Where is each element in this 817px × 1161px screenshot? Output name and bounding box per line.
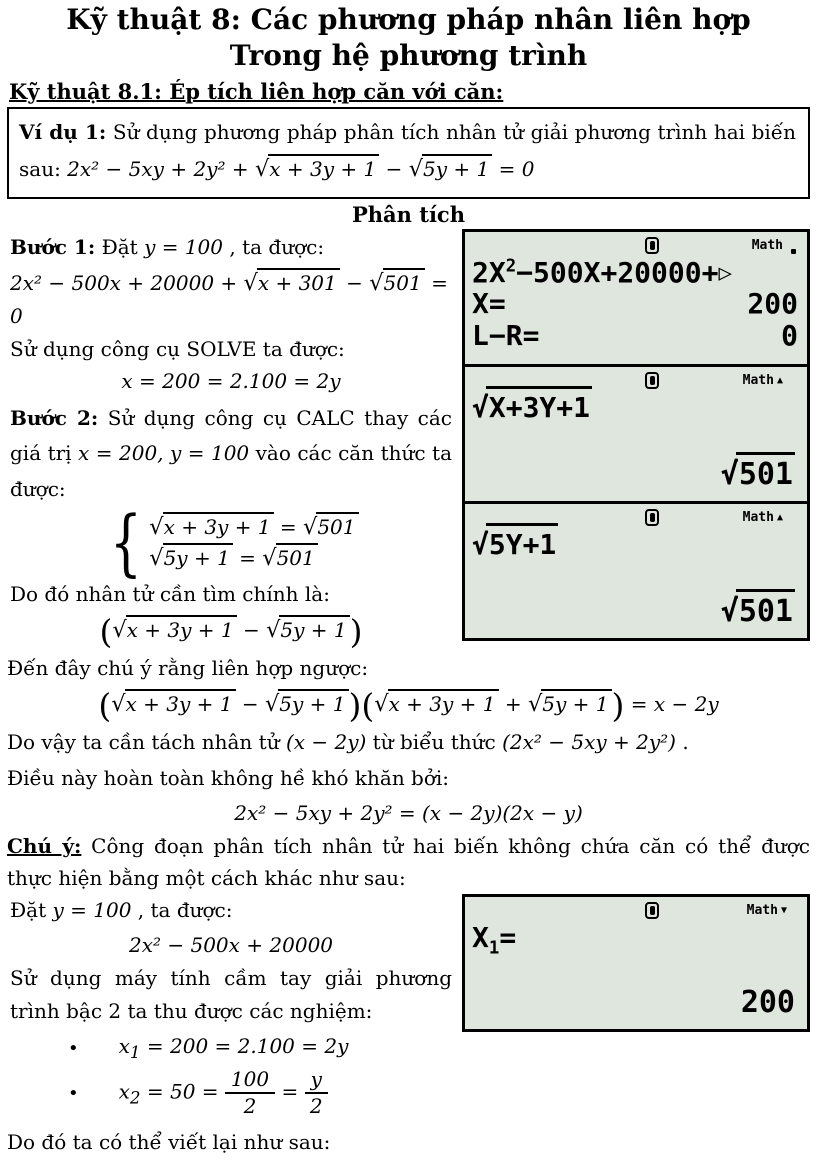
- calc-result-row: [465, 320, 807, 352]
- closing-line: Do đó ta có thể viết lại như sau:: [7, 1130, 331, 1155]
- radicand: 501: [736, 452, 795, 492]
- paragraph-text: từ biểu thức: [366, 730, 503, 755]
- factor-intro: Do đó nhân tử cần tìm chính là:: [10, 582, 330, 607]
- equation-tail: = 0: [10, 270, 448, 328]
- math-inline: (x − 2y): [285, 730, 367, 755]
- radical-sign: √: [408, 155, 422, 182]
- fraction: [305, 1068, 328, 1118]
- sqrt-expression: [721, 589, 795, 629]
- math-mode-indicator: [752, 238, 783, 253]
- calc-result: 200: [740, 985, 795, 1021]
- note-poly: 2x² − 500x + 20000: [128, 933, 334, 958]
- step1-text-after: , ta được:: [223, 234, 325, 259]
- step2-paragraph: [10, 401, 452, 508]
- step1-setval: y = 100: [144, 234, 224, 259]
- example-poly: 2x² − 5xy + 2y² +: [67, 156, 249, 181]
- sqrt-expression: [374, 692, 498, 716]
- fraction-numerator: y: [305, 1068, 328, 1094]
- radical-sign: √: [149, 514, 163, 541]
- step2-label: Bước 2:: [10, 405, 99, 430]
- sqrt-expression: [149, 546, 233, 570]
- radical-sign: √: [266, 617, 280, 644]
- paragraph-text: .: [675, 730, 689, 755]
- equation-tail: = 0: [498, 156, 535, 181]
- step1-equation: [10, 267, 452, 331]
- equation-tail: = x − 2y: [630, 692, 719, 717]
- radical-sign: √: [720, 593, 736, 629]
- sqrt-expression: [255, 157, 379, 181]
- sqrt-expression: [472, 523, 558, 561]
- factor-paragraph: [7, 726, 810, 758]
- calc-expression: [465, 526, 807, 560]
- radicand: 501: [736, 589, 795, 629]
- degree-indicator-core: [650, 241, 655, 250]
- radical-sign: √: [262, 545, 276, 572]
- fraction-denominator: 2: [243, 1094, 257, 1119]
- radical-sign: √: [303, 514, 317, 541]
- calculator-screen-root: [462, 894, 810, 1032]
- radical-sign: √: [720, 456, 736, 492]
- sqrt-expression: [112, 618, 236, 642]
- radical-sign: √: [112, 617, 126, 644]
- radical-sign: √: [369, 269, 383, 296]
- math-mode-label: Math: [742, 372, 774, 388]
- math-mode-indicator: [747, 903, 787, 918]
- equation-head: 2x² − 500x + 20000 +: [10, 270, 238, 295]
- degree-indicator-core: [650, 376, 655, 385]
- system-line1: [149, 514, 358, 540]
- close-paren: ): [349, 612, 363, 652]
- degree-indicator-icon: [645, 509, 659, 526]
- list-item: [10, 1068, 452, 1118]
- variable-subscript: 2: [129, 1088, 141, 1108]
- sqrt-expression: [303, 515, 358, 539]
- note-calc-column: [462, 894, 810, 1032]
- identity-formula: 2x² − 5xy + 2y² = (x − 2y)(2x − y): [234, 801, 583, 826]
- math-mode-label: Math: [751, 237, 783, 253]
- degree-indicator-icon: [645, 372, 659, 389]
- calculator-screen-solve: [462, 229, 810, 367]
- calc-result-row: [465, 288, 807, 320]
- note-solver-text: Sử dụng máy tính cầm tay giải phương trình bậc 2 ta thu được các nghiệm:: [10, 966, 452, 1024]
- step2-text1: Sử dụng công cụ CALC thay các giá trị: [10, 405, 452, 466]
- note-set-text: Đặt: [10, 898, 53, 923]
- calc-status-bar: [465, 232, 807, 254]
- note-set-after: , ta được:: [131, 898, 233, 923]
- radical-sign: √: [472, 527, 486, 561]
- note-paragraph: [7, 830, 810, 894]
- equation-system: [10, 500, 452, 585]
- calculator-column: [462, 229, 810, 641]
- note-text: Công đoạn phân tích nhân tử hai biến không chứa căn có thể được thực hiện bằng một cách khác như sau:: [7, 834, 811, 891]
- radical-sign: √: [374, 691, 388, 718]
- cursor-dot: [791, 249, 796, 254]
- system-line2: [149, 545, 358, 571]
- fraction-denominator: 2: [309, 1094, 323, 1119]
- scroll-up-icon: ▲: [776, 511, 783, 523]
- calc-result: [721, 457, 795, 492]
- minus-sign: −: [385, 156, 403, 181]
- doc-title-line2: Trong hệ phương trình: [229, 39, 588, 73]
- continuation-cursor-icon: ▷: [718, 259, 732, 286]
- easy-paragraph: Điều này hoàn toàn không hề khó khăn bởi:: [7, 766, 450, 791]
- degree-indicator-icon: [645, 902, 659, 919]
- open-paren: (: [98, 686, 112, 726]
- step1-text: Đặt: [95, 234, 145, 259]
- radical-sign: √: [111, 691, 125, 718]
- radical-sign: √: [528, 691, 542, 718]
- variable-subscript: 1: [488, 938, 500, 959]
- steps-column: [7, 229, 462, 650]
- sqrt-expression: [409, 157, 493, 181]
- close-paren: ): [348, 686, 362, 726]
- step2-values: x = 200, y = 100: [78, 441, 250, 466]
- radicand: x + 3y + 1: [125, 689, 236, 716]
- equals-sign: =: [279, 515, 297, 540]
- step1-label: Bước 1:: [10, 234, 96, 259]
- calc-status-bar: [465, 897, 807, 919]
- radicand: x + 3y + 1: [268, 154, 379, 181]
- plus-sign: +: [504, 692, 522, 717]
- section-heading: Kỹ thuật 8.1: Ép tích liên hợp căn với căn:: [9, 78, 504, 104]
- calc-expression: [465, 919, 807, 959]
- sqrt-expression: [472, 386, 592, 424]
- fraction-numerator: 100: [225, 1068, 275, 1094]
- math-mode-indicator: [743, 510, 783, 525]
- example-label: Ví dụ 1:: [19, 119, 107, 144]
- calculator-screen-calc1: [462, 364, 810, 504]
- sqrt-expression: [262, 546, 317, 570]
- system-brace: {: [110, 500, 143, 585]
- radical-sign: √: [472, 390, 486, 424]
- note-label: Chú ý:: [7, 834, 82, 859]
- analysis-heading: Phân tích: [352, 201, 465, 227]
- conjugate-formula: [7, 686, 810, 726]
- solve-text: Sử dụng công cụ SOLVE ta được:: [10, 336, 345, 361]
- example-intro: Sử dụng phương pháp phân tích nhân tử giải phương trình hai biến sau:: [19, 119, 796, 181]
- radicand: 501: [276, 543, 318, 570]
- bullet-icon: •: [68, 1037, 79, 1059]
- variable: X: [472, 921, 489, 955]
- variable-value: 200: [747, 287, 798, 321]
- root-value: = 200 = 2.100 = 2y: [140, 1034, 349, 1059]
- doc-title-line1: Kỹ thuật 8: Các phương pháp nhân liên hợp: [66, 3, 751, 36]
- sqrt-expression: [111, 692, 235, 716]
- radicand: 5Y+1: [486, 523, 558, 561]
- close-paren: ): [611, 686, 625, 726]
- radicand: 501: [383, 268, 425, 295]
- sqrt-expression: [244, 271, 340, 295]
- math-mode-label: Math: [746, 903, 778, 919]
- calculator-screen-calc2: [462, 501, 810, 641]
- radicand: 5y + 1: [279, 615, 349, 642]
- equals-sign: =: [499, 921, 517, 955]
- solve-result: x = 200 = 2.100 = 2y: [121, 368, 341, 393]
- note-set-value: y = 100: [52, 898, 132, 923]
- radical-sign: √: [254, 155, 269, 182]
- radical-sign: √: [243, 269, 257, 296]
- minus-sign: −: [346, 270, 363, 295]
- expr-part: 2X: [472, 255, 506, 289]
- calc-expression: [465, 389, 807, 423]
- radicand: 5y + 1: [278, 689, 348, 716]
- fraction: [225, 1068, 275, 1118]
- factor-expression: [10, 612, 452, 652]
- lr-value: 0: [781, 319, 798, 353]
- radicand: x + 301: [257, 268, 340, 295]
- calc-result: [721, 594, 795, 629]
- radicand: x + 3y + 1: [126, 615, 237, 642]
- root2-expression: [119, 1068, 328, 1118]
- system-lines: [149, 509, 358, 576]
- conjugate-intro: Đến đây chú ý rằng liên hợp ngược:: [7, 656, 369, 681]
- math-inline: (2x² − 5xy + 2y²): [502, 730, 676, 755]
- radicand: x + 3y + 1: [163, 512, 274, 539]
- open-paren: (: [361, 686, 375, 726]
- equals-sign: =: [281, 1079, 299, 1104]
- radical-sign: √: [264, 691, 279, 718]
- radical-sign: √: [149, 545, 163, 572]
- sqrt-expression: [369, 271, 424, 295]
- expr-part: −500X+20000+: [516, 255, 719, 289]
- sqrt-expression: [721, 452, 795, 492]
- step1-intro: [10, 231, 452, 263]
- calc-expression: [465, 254, 807, 288]
- analysis-columns: [7, 229, 810, 650]
- radicand: x + 3y + 1: [388, 689, 499, 716]
- sqrt-expression: [266, 618, 350, 642]
- equals-sign: =: [239, 546, 256, 571]
- scroll-down-icon: ▼: [780, 905, 787, 917]
- open-paren: (: [99, 612, 113, 652]
- expr-exponent: 2: [505, 256, 517, 277]
- degree-indicator-core: [650, 906, 655, 915]
- math-mode-label: Math: [742, 509, 774, 525]
- list-item: [10, 1034, 452, 1062]
- radicand: X+3Y+1: [486, 386, 592, 424]
- scroll-up-icon: ▲: [776, 374, 783, 386]
- math-mode-indicator: [743, 373, 783, 388]
- radicand: 501: [316, 512, 358, 539]
- doc-title: [7, 2, 810, 75]
- degree-indicator-icon: [645, 237, 659, 254]
- note-left-column: [7, 894, 462, 1124]
- variable-subscript: 1: [129, 1043, 141, 1063]
- sqrt-expression: [528, 692, 612, 716]
- paragraph-text: Do vậy ta cần tách nhân tử: [7, 730, 286, 755]
- lr-label: L−R=: [472, 319, 540, 353]
- root-value: = 50 =: [140, 1079, 225, 1104]
- minus-sign: −: [242, 618, 260, 643]
- root1-expression: [119, 1034, 349, 1062]
- sqrt-expression: [265, 692, 349, 716]
- example-box: [7, 107, 810, 199]
- minus-sign: −: [241, 692, 259, 717]
- step2-text2: vào các căn thức ta được:: [10, 441, 452, 501]
- variable: x: [118, 1034, 130, 1059]
- radicand: 5y + 1: [163, 543, 233, 570]
- degree-indicator-core: [650, 513, 655, 522]
- note-columns: [7, 894, 810, 1124]
- bullet-icon: •: [68, 1082, 79, 1104]
- variable-label: X=: [472, 287, 506, 321]
- note-set-line: [10, 894, 452, 926]
- radicand: 5y + 1: [541, 689, 611, 716]
- sqrt-expression: [149, 515, 273, 539]
- variable: x: [118, 1079, 130, 1104]
- radicand: 5y + 1: [422, 154, 492, 181]
